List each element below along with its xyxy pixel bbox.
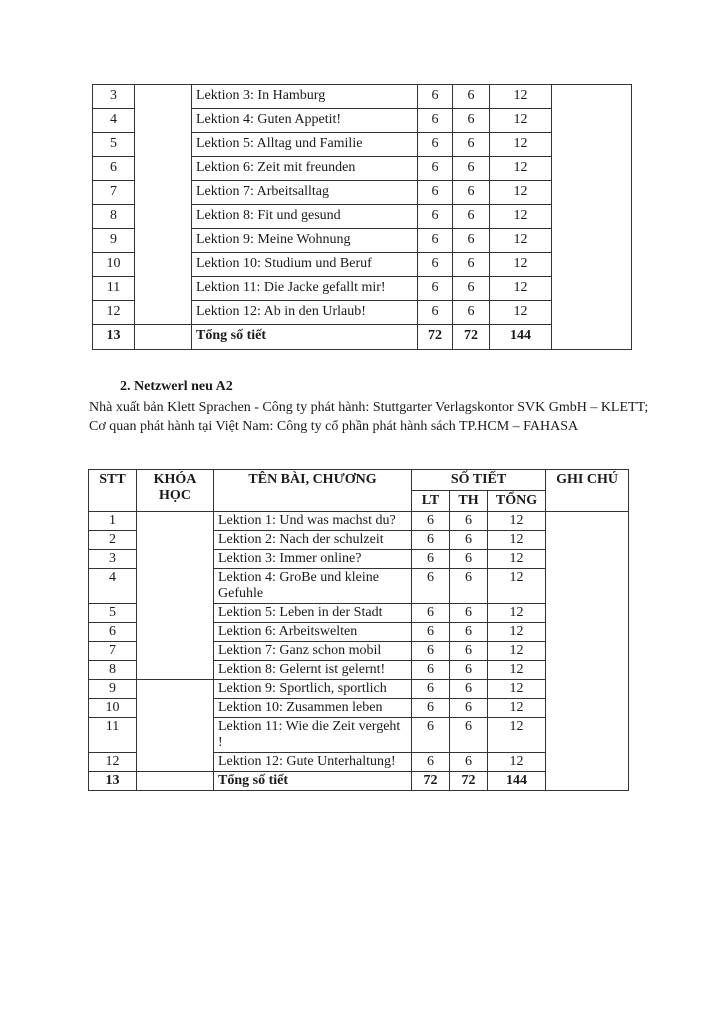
lt-cell: 6 [412,642,450,661]
total-cell: 12 [488,642,546,661]
lesson-cell: Lektion 9: Meine Wohnung [192,229,418,253]
total-cell: 12 [488,569,546,604]
lt-cell: 6 [418,109,453,133]
th-cell: 6 [453,157,490,181]
lt-cell: 6 [412,531,450,550]
total-cell: 12 [490,253,552,277]
total-cell: 12 [490,133,552,157]
total-cell: 12 [488,550,546,569]
stt-cell: 13 [93,325,135,350]
th-total: 72 [453,325,490,350]
th-cell: 6 [450,531,488,550]
th-cell: 6 [450,753,488,772]
lesson-cell: Lektion 12: Ab in den Urlaub! [192,301,418,325]
total-cell: 12 [490,301,552,325]
th-cell: 6 [450,550,488,569]
lesson-cell: Lektion 10: Zusammen leben [214,699,412,718]
lt-cell: 6 [418,301,453,325]
total-cell: 12 [488,753,546,772]
header-notes: GHI CHÚ [546,470,629,512]
total-cell: 12 [490,229,552,253]
table-row [89,512,629,531]
th-cell: 6 [453,85,490,109]
th-cell: 6 [453,133,490,157]
lesson-cell: Lektion 8: Gelernt ist gelernt! [214,661,412,680]
stt-cell: 3 [89,550,137,569]
lesson-cell: Lektion 3: In Hamburg [192,85,418,109]
lt-cell: 6 [412,699,450,718]
total-label: Tổng số tiết [214,772,412,791]
stt-cell: 2 [89,531,137,550]
total-cell: 12 [488,512,546,531]
stt-cell: 7 [89,642,137,661]
lesson-cell: Lektion 1: Und was machst du? [214,512,412,531]
lesson-cell: Lektion 10: Studium und Beruf [192,253,418,277]
lt-total: 72 [418,325,453,350]
header-course: KHÓA HỌC [137,470,214,512]
th-cell: 6 [453,301,490,325]
lesson-cell: Lektion 3: Immer online? [214,550,412,569]
total-cell: 12 [488,531,546,550]
stt-cell: 3 [93,85,135,109]
lt-cell: 6 [418,157,453,181]
total-cell: 12 [490,205,552,229]
th-cell: 6 [450,623,488,642]
lesson-cell: Lektion 8: Fit und gesund [192,205,418,229]
lesson-cell: Lektion 7: Arbeitsalltag [192,181,418,205]
lt-cell: 6 [412,753,450,772]
th-cell: 6 [450,699,488,718]
total-cell: 12 [488,718,546,753]
grand-total: 144 [488,772,546,791]
total-cell: 12 [488,680,546,699]
lesson-cell: Lektion 6: Zeit mit freunden [192,157,418,181]
stt-cell: 6 [93,157,135,181]
th-cell: 6 [450,642,488,661]
course-cell [137,512,214,680]
stt-cell: 12 [89,753,137,772]
header-th: TH [450,491,488,512]
table-course-a1-continued [92,84,632,350]
stt-cell: 11 [89,718,137,753]
notes-cell [552,85,632,350]
lt-cell: 6 [412,512,450,531]
stt-cell: 10 [93,253,135,277]
lesson-cell: Lektion 5: Alltag und Familie [192,133,418,157]
lesson-cell: Lektion 9: Sportlich, sportlich [214,680,412,699]
stt-cell: 9 [93,229,135,253]
stt-cell: 4 [93,109,135,133]
lt-cell: 6 [412,623,450,642]
th-cell: 6 [450,512,488,531]
th-cell: 6 [453,229,490,253]
stt-cell: 8 [89,661,137,680]
stt-cell: 5 [93,133,135,157]
total-row [93,325,632,350]
lt-cell: 6 [418,181,453,205]
stt-cell: 1 [89,512,137,531]
th-cell: 6 [450,569,488,604]
th-cell: 6 [450,661,488,680]
th-cell: 6 [453,205,490,229]
total-cell: 12 [490,157,552,181]
total-cell: 12 [490,181,552,205]
stt-cell: 13 [89,772,137,791]
lt-cell: 6 [418,253,453,277]
header-lt: LT [412,491,450,512]
lt-cell: 6 [412,718,450,753]
stt-cell: 4 [89,569,137,604]
header-lesson: TÊN BÀI, CHƯƠNG [214,470,412,512]
lesson-cell: Lektion 11: Die Jacke gefallt mir! [192,277,418,301]
grand-total: 144 [490,325,552,350]
th-total: 72 [450,772,488,791]
total-label: Tổng số tiết [192,325,418,350]
lt-cell: 6 [418,277,453,301]
stt-cell: 8 [93,205,135,229]
lesson-cell: Lektion 2: Nach der schulzeit [214,531,412,550]
header-row [89,470,629,491]
lt-cell: 6 [412,569,450,604]
stt-cell: 10 [89,699,137,718]
total-cell: 12 [490,109,552,133]
total-cell: 12 [488,623,546,642]
th-cell: 6 [450,718,488,753]
lt-cell: 6 [412,680,450,699]
stt-cell: 7 [93,181,135,205]
lesson-cell: Lektion 4: GroBe und kleine Gefuhle [214,569,412,604]
lt-cell: 6 [418,229,453,253]
lesson-cell: Lektion 11: Wie die Zeit vergeht ! [214,718,412,753]
lesson-cell: Lektion 6: Arbeitswelten [214,623,412,642]
total-cell: 12 [490,277,552,301]
lt-cell: 6 [412,661,450,680]
lt-cell: 6 [412,550,450,569]
lesson-cell: Lektion 4: Guten Appetit! [192,109,418,133]
total-cell: 12 [488,604,546,623]
lt-total: 72 [412,772,450,791]
stt-cell: 6 [89,623,137,642]
course-cell [137,772,214,791]
header-stt: STT [89,470,137,512]
th-cell: 6 [453,253,490,277]
header-periods: SỐ TIẾT [412,470,546,491]
stt-cell: 5 [89,604,137,623]
th-cell: 6 [453,109,490,133]
section-title: 2. Netzwerl neu A2 [120,379,233,394]
lesson-cell: Lektion 5: Leben in der Stadt [214,604,412,623]
course-cell [137,680,214,772]
stt-cell: 11 [93,277,135,301]
lt-cell: 6 [418,205,453,229]
course-cell [135,325,192,350]
course-cell [135,85,192,325]
th-cell: 6 [450,680,488,699]
th-cell: 6 [450,604,488,623]
publisher-info: Nhà xuất bản Klett Sprachen - Công ty phát hành: Stuttgarter Verlagskontor SVK GmbH – KLETT; Cơ quan phát hành tại Việt Nam: Công ty cổ phần phát hành sách TP.HCM – FAHASA [89,400,649,434]
lesson-cell: Lektion 12: Gute Unterhaltung! [214,753,412,772]
th-cell: 6 [453,277,490,301]
notes-cell [546,512,629,791]
stt-cell: 12 [93,301,135,325]
lt-cell: 6 [418,133,453,157]
table-netzwerk-a2 [88,469,629,791]
lt-cell: 6 [418,85,453,109]
lesson-cell: Lektion 7: Ganz schon mobil [214,642,412,661]
th-cell: 6 [453,181,490,205]
stt-cell: 9 [89,680,137,699]
table-row [93,85,632,109]
header-total: TỔNG [488,491,546,512]
lt-cell: 6 [412,604,450,623]
total-cell: 12 [488,661,546,680]
total-cell: 12 [488,699,546,718]
total-cell: 12 [490,85,552,109]
